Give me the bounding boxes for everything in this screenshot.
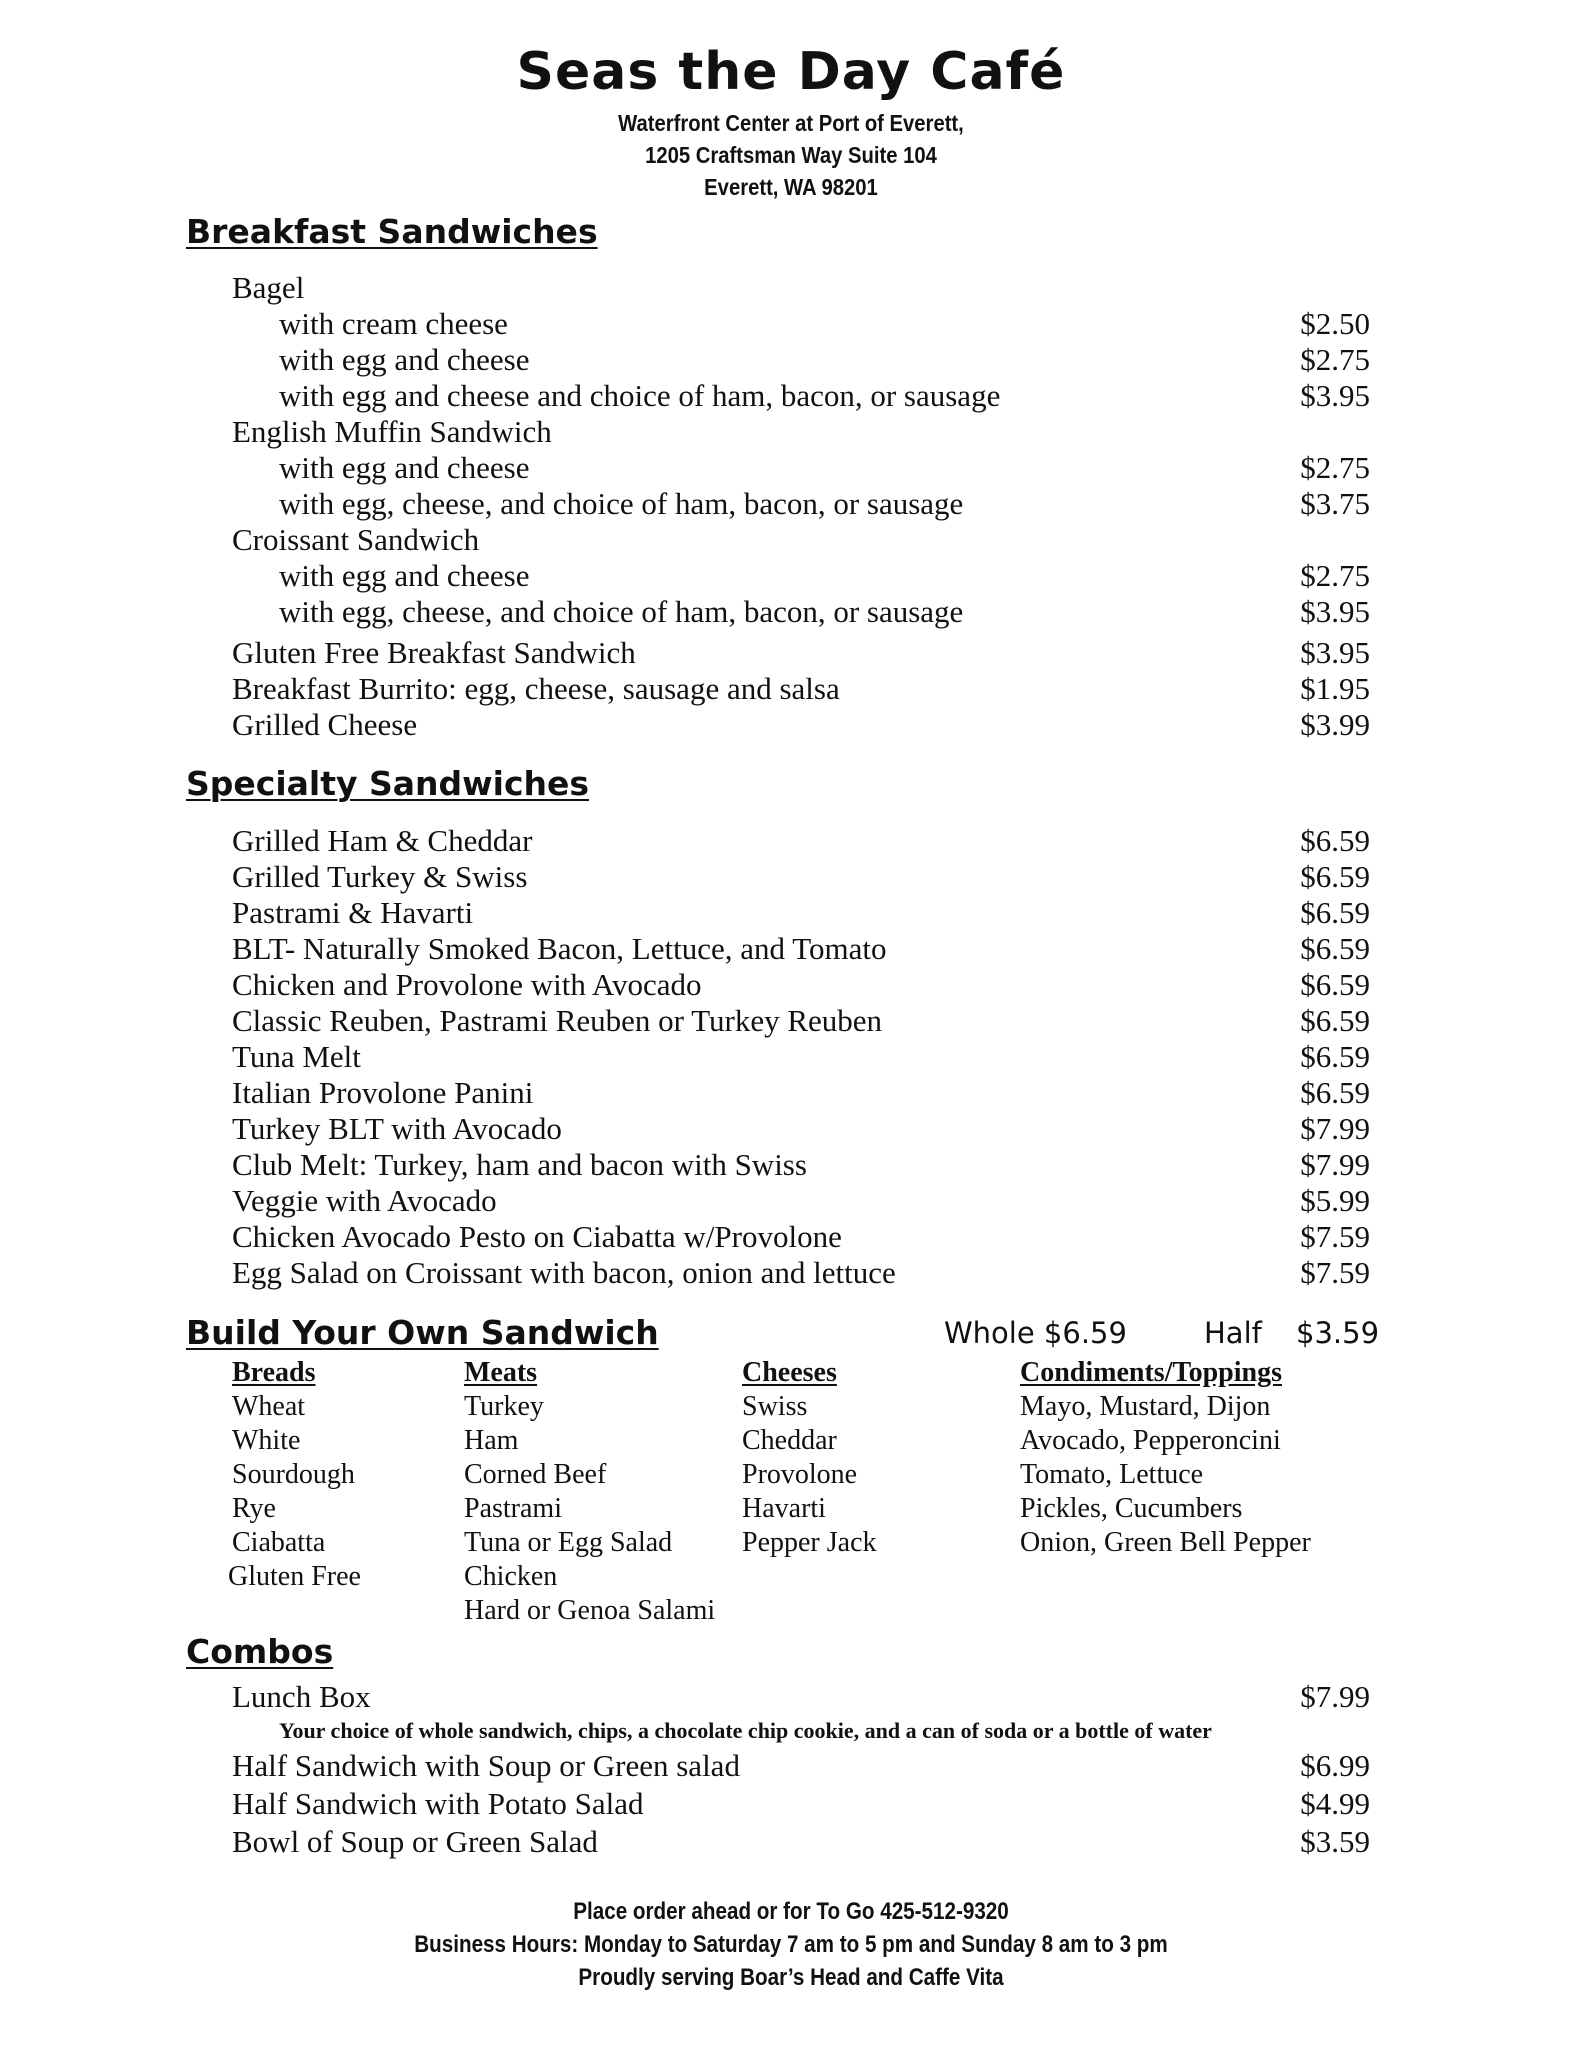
menu-price: $7.59 xyxy=(1300,1255,1370,1290)
breakfast-heading: Breakfast Sandwiches xyxy=(186,212,598,251)
list-item: Pepper Jack xyxy=(742,1527,877,1558)
menu-item: Pastrami & Havarti xyxy=(232,895,474,930)
menu-price: $1.95 xyxy=(1300,671,1370,706)
footer-serving-line: Proudly serving Boar’s Head and Caffe Vita xyxy=(578,1964,1004,1991)
menu-price: $6.59 xyxy=(1300,859,1370,894)
menu-price: $6.59 xyxy=(1300,1003,1370,1038)
list-item: Sourdough xyxy=(232,1459,355,1490)
menu-item: with egg and cheese xyxy=(279,558,530,593)
cheeses-column xyxy=(742,1356,877,1560)
menu-item: Club Melt: Turkey, ham and bacon with Swiss xyxy=(232,1147,807,1182)
menu-price: $2.50 xyxy=(1300,306,1370,341)
list-item: Cheddar xyxy=(742,1425,837,1456)
menu-price: $6.99 xyxy=(1300,1748,1370,1783)
list-item: Rye xyxy=(232,1493,276,1524)
list-item: Mayo, Mustard, Dijon xyxy=(1020,1391,1271,1422)
breads-column xyxy=(228,1356,361,1594)
menu-price: $3.95 xyxy=(1300,594,1370,629)
menu-price: $2.75 xyxy=(1300,558,1370,593)
list-item: Hard or Genoa Salami xyxy=(464,1595,716,1626)
whole-price: Whole $6.59 xyxy=(944,1316,1127,1350)
menu-item: with egg, cheese, and choice of ham, bacon, or sausage xyxy=(279,594,964,629)
menu-price: $6.59 xyxy=(1300,1039,1370,1074)
menu-item: Lunch Box xyxy=(232,1679,371,1714)
footer-hours-line: Business Hours: Monday to Saturday 7 am to 5 pm and Sunday 8 am to 3 pm xyxy=(414,1931,1168,1958)
half-price: $3.59 xyxy=(1296,1316,1380,1350)
menu-item: Veggie with Avocado xyxy=(232,1183,497,1218)
menu-item: Chicken Avocado Pesto on Ciabatta w/Provolone xyxy=(232,1219,842,1254)
menu-price: $3.59 xyxy=(1300,1824,1370,1859)
address-line-2: 1205 Craftsman Way Suite 104 xyxy=(645,142,937,168)
column-header: Condiments/Toppings xyxy=(1020,1357,1282,1388)
list-item: Ham xyxy=(464,1425,519,1456)
menu-item: with cream cheese xyxy=(279,306,508,341)
menu-item: Bowl of Soup or Green Salad xyxy=(232,1824,598,1859)
address-line-1: Waterfront Center at Port of Everett, xyxy=(618,110,964,136)
menu-item: Classic Reuben, Pastrami Reuben or Turkey Reuben xyxy=(232,1003,883,1038)
menu-item: BLT- Naturally Smoked Bacon, Lettuce, and Tomato xyxy=(232,931,887,966)
menu-price: $4.99 xyxy=(1300,1786,1370,1821)
menu-item: Egg Salad on Croissant with bacon, onion and lettuce xyxy=(232,1255,896,1290)
menu-item: Grilled Cheese xyxy=(232,707,418,742)
menu-item: with egg, cheese, and choice of ham, bacon, or sausage xyxy=(279,486,964,521)
menu-price: $2.75 xyxy=(1300,450,1370,485)
menu-item: Chicken and Provolone with Avocado xyxy=(232,967,702,1002)
menu-item: Gluten Free Breakfast Sandwich xyxy=(232,635,636,670)
meats-column xyxy=(464,1356,715,1628)
menu-price: $7.59 xyxy=(1300,1219,1370,1254)
menu-price: $6.59 xyxy=(1300,895,1370,930)
list-item: Wheat xyxy=(232,1391,306,1422)
half-label: Half xyxy=(1204,1316,1262,1350)
list-item: Turkey xyxy=(464,1391,544,1422)
list-item: Havarti xyxy=(742,1493,826,1524)
combos-heading: Combos xyxy=(186,1632,334,1671)
list-item: Tomato, Lettuce xyxy=(1020,1459,1204,1490)
menu-price: $6.59 xyxy=(1300,1075,1370,1110)
list-item: Gluten Free xyxy=(228,1561,361,1592)
menu-item: Turkey BLT with Avocado xyxy=(232,1111,562,1146)
list-item: Tuna or Egg Salad xyxy=(464,1527,673,1558)
menu-price: $3.99 xyxy=(1300,707,1370,742)
menu-price: $6.59 xyxy=(1300,967,1370,1002)
menu-item: Tuna Melt xyxy=(232,1039,361,1074)
condiments-column xyxy=(1020,1356,1311,1560)
menu-item: Italian Provolone Panini xyxy=(232,1075,534,1110)
menu-item: Bagel xyxy=(232,270,305,305)
menu-price: $2.75 xyxy=(1300,342,1370,377)
column-header: Cheeses xyxy=(742,1357,837,1388)
list-item: Chicken xyxy=(464,1561,558,1592)
list-item: Pickles, Cucumbers xyxy=(1020,1493,1243,1524)
menu-item: with egg and cheese xyxy=(279,342,530,377)
menu-item: with egg and cheese xyxy=(279,450,530,485)
menu-item: English Muffin Sandwich xyxy=(232,414,552,449)
menu-item: Grilled Ham & Cheddar xyxy=(232,823,533,858)
list-item: Ciabatta xyxy=(232,1527,326,1558)
menu-price: $6.59 xyxy=(1300,823,1370,858)
footer-order-line: Place order ahead or for To Go 425-512-9320 xyxy=(573,1898,1009,1925)
menu-price: $6.59 xyxy=(1300,931,1370,966)
menu-item: Grilled Turkey & Swiss xyxy=(232,859,528,894)
build-your-own-heading: Build Your Own Sandwich xyxy=(186,1313,659,1352)
menu-price: $7.99 xyxy=(1300,1679,1370,1714)
list-item: Corned Beef xyxy=(464,1459,607,1490)
list-item: Swiss xyxy=(742,1391,808,1422)
menu-item: with egg and cheese and choice of ham, bacon, or sausage xyxy=(279,378,1001,413)
column-header: Breads xyxy=(232,1357,316,1388)
menu-price: $3.75 xyxy=(1300,486,1370,521)
list-item: Provolone xyxy=(742,1459,858,1490)
menu-item: Half Sandwich with Potato Salad xyxy=(232,1786,644,1821)
menu-price: $3.95 xyxy=(1300,635,1370,670)
cafe-title: Seas the Day Café xyxy=(516,42,1066,102)
lunch-box-note: Your choice of whole sandwich, chips, a chocolate chip cookie, and a can of soda or a bottle of water xyxy=(279,1718,1212,1743)
menu-item: Croissant Sandwich xyxy=(232,522,480,557)
menu-price: $7.99 xyxy=(1300,1147,1370,1182)
specialty-heading: Specialty Sandwiches xyxy=(186,764,590,803)
list-item: Pastrami xyxy=(464,1493,562,1524)
menu-item: Breakfast Burrito: egg, cheese, sausage and salsa xyxy=(232,671,840,706)
menu-item: Half Sandwich with Soup or Green salad xyxy=(232,1748,740,1783)
menu-price: $5.99 xyxy=(1300,1183,1370,1218)
menu-price: $3.95 xyxy=(1300,378,1370,413)
list-item: White xyxy=(232,1425,301,1456)
column-header: Meats xyxy=(464,1357,538,1388)
list-item: Avocado, Pepperoncini xyxy=(1020,1425,1281,1456)
menu-price: $7.99 xyxy=(1300,1111,1370,1146)
list-item: Onion, Green Bell Pepper xyxy=(1020,1527,1311,1558)
address-line-3: Everett, WA 98201 xyxy=(704,174,878,200)
